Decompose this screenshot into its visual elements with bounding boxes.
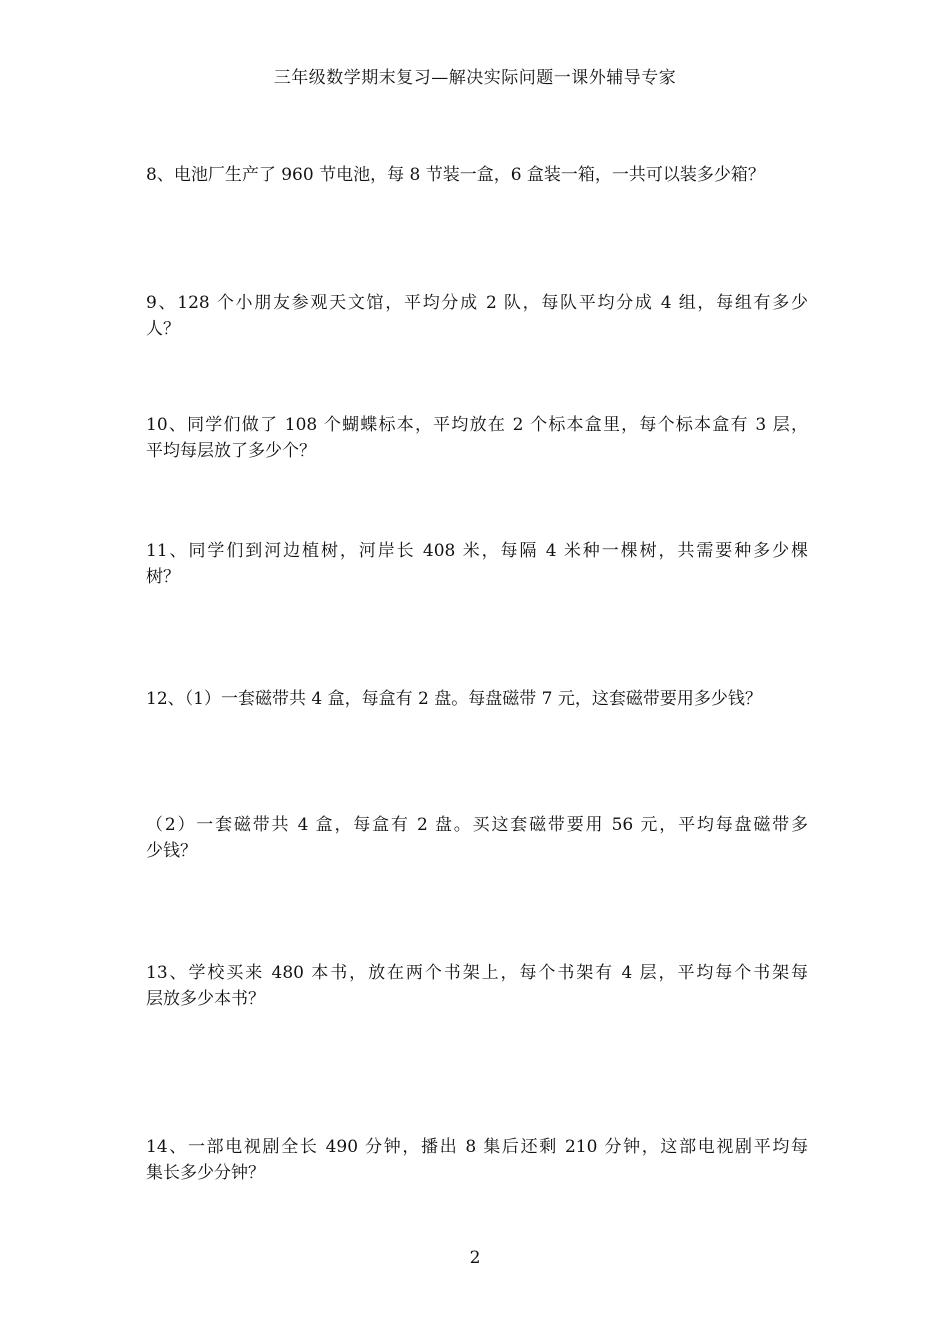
- question-line: 11、同学们到河边植树，河岸长 408 米，每隔 4 米种一棵树，共需要种多少棵: [146, 541, 808, 561]
- question-line: （2）一套磁带共 4 盒，每盒有 2 盘。买这套磁带要用 56 元，平均每盘磁带多: [146, 815, 808, 835]
- question-line: 13、学校买来 480 本书，放在两个书架上，每个书架有 4 层，平均每个书架每: [146, 963, 808, 983]
- question-12-part-1: [146, 686, 808, 712]
- question-line: 10、同学们做了 108 个蝴蝶标本，平均放在 2 个标本盒里，每个标本盒有 3 层，: [146, 415, 808, 435]
- question-11: [146, 538, 808, 590]
- question-line: 集长多少分钟？: [146, 1163, 265, 1183]
- question-line: 12、（1）一套磁带共 4 盒，每盒有 2 盘。每盘磁带 7 元，这套磁带要用多少钱？: [146, 689, 762, 709]
- question-9: [146, 290, 808, 342]
- question-line: 8、电池厂生产了 960 节电池，每 8 节装一盒，6 盒装一箱，一共可以装多少箱？: [146, 165, 765, 185]
- question-line: 9、128 个小朋友参观天文馆，平均分成 2 队，每队平均分成 4 组，每组有多少: [146, 293, 808, 313]
- page-number: 2: [469, 1248, 481, 1268]
- question-line: 14、一部电视剧全长 490 分钟，播出 8 集后还剩 210 分钟，这部电视剧平均每: [146, 1137, 808, 1157]
- question-12-part-2: [146, 812, 808, 864]
- question-line: 树？: [146, 567, 180, 587]
- question-14: [146, 1134, 808, 1186]
- question-13: [146, 960, 808, 1012]
- question-10: [146, 412, 808, 464]
- question-line: 平均每层放了多少个？: [146, 441, 316, 461]
- page-header-title: 三年级数学期末复习—解决实际问题一课外辅导专家: [273, 68, 677, 88]
- question-line: 层放多少本书？: [146, 989, 265, 1009]
- question-line: 少钱？: [146, 841, 197, 861]
- question-line: 人？: [146, 319, 180, 339]
- question-8: [146, 162, 808, 188]
